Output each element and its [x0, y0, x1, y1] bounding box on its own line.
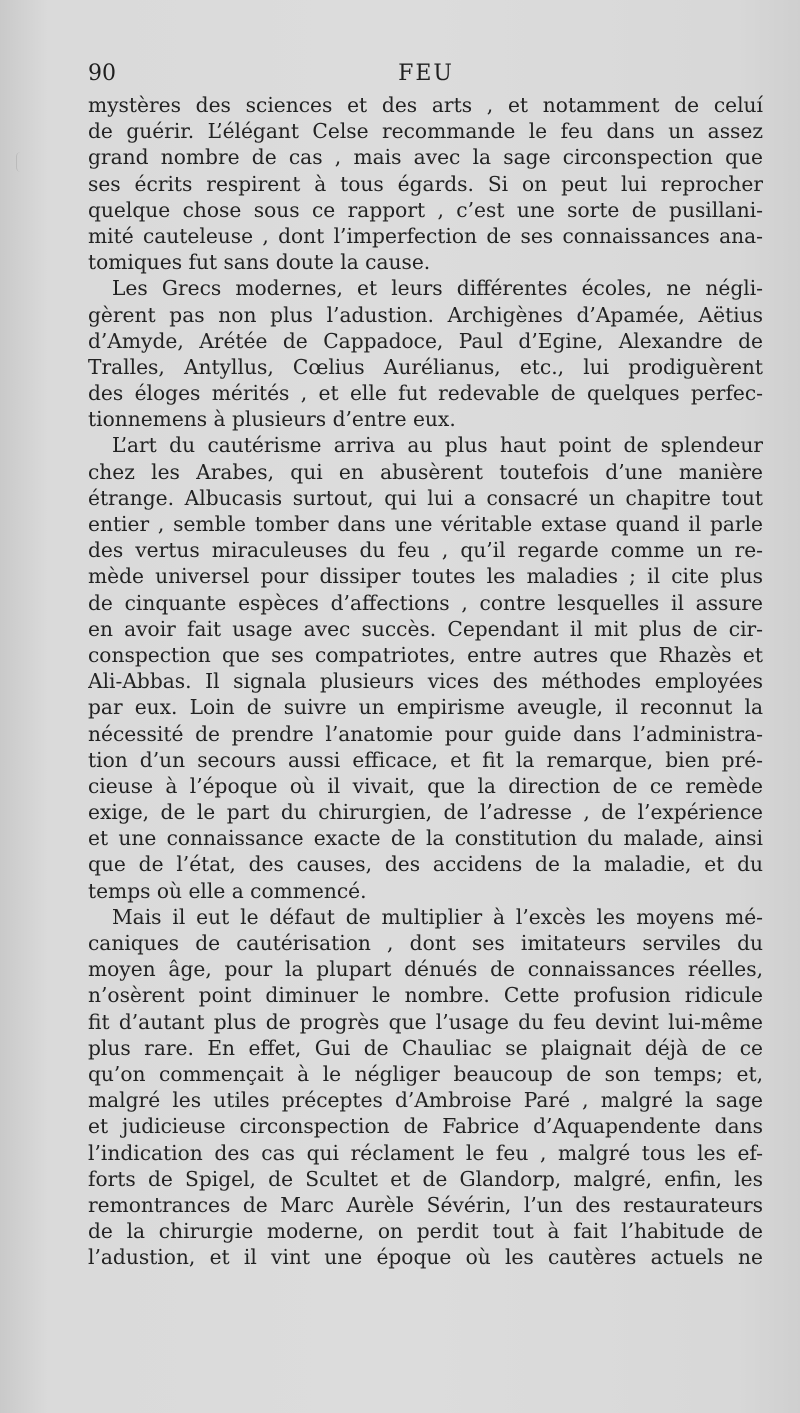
text-line-32: Mais il eut le défaut de multiplier à l’excès les moyens mé-: [112, 904, 763, 929]
text-line-11: Tralles, Antyllus, Cœlius Aurélianus, etc., lui prodiguèrent: [88, 354, 763, 379]
page-edge-mark: [16, 152, 25, 172]
text-line-9: gèrent pas non plus l’adustion. Archigènes d’Apamée, Aëtius: [88, 302, 763, 327]
text-line-12: des éloges mérités , et elle fut redevable de quelques perfec-: [88, 381, 763, 406]
text-line-21: en avoir fait usage avec succès. Cependant il mit plus de cir-: [88, 616, 763, 641]
text-line-23: Ali-Abbas. Il signala plusieurs vices des méthodes employées: [88, 669, 763, 694]
text-line-42: forts de Spigel, de Scultet et de Glandorp, malgré, enfin, les: [88, 1166, 763, 1191]
text-line-3: grand nombre de cas , mais avec la sage circonspection que: [88, 145, 763, 170]
text-line-31: temps où elle a commencé.: [88, 878, 367, 903]
page-header: [88, 54, 764, 94]
text-line-36: fit d’autant plus de progrès que l’usage du feu devint lui-même: [88, 1009, 763, 1034]
page-text: [88, 92, 763, 1270]
text-line-44: de la chirurgie moderne, on perdit tout à fait l’habitude de: [88, 1219, 763, 1244]
text-line-16: étrange. Albucasis surtout, qui lui a consacré un chapitre tout: [88, 485, 763, 510]
text-line-2: de guérir. L’élégant Celse recommande le feu dans un assez: [88, 119, 763, 144]
text-line-38: qu’on commençait à le négliger beaucoup de son temps; et,: [88, 1061, 763, 1086]
text-line-14: L’art du cautérisme arriva au plus haut point de splendeur: [112, 433, 763, 458]
text-line-24: par eux. Loin de suivre un empirisme aveugle, il reconnut la: [88, 695, 763, 720]
text-line-33: caniques de cautérisation , dont ses imitateurs serviles du: [88, 931, 763, 955]
text-line-8: Les Grecs modernes, et leurs différentes écoles, ne négli-: [112, 276, 763, 301]
text-line-18: des vertus miraculeuses du feu , qu’il regarde comme un re-: [88, 538, 763, 563]
text-line-35: n’osèrent point diminuer le nombre. Cette profusion ridicule: [88, 983, 763, 1008]
text-line-6: mité cauteleuse , dont l’imperfection de ses connaissances ana-: [88, 223, 763, 248]
text-line-29: et une connaissance exacte de la constitution du malade, ainsi: [88, 826, 763, 851]
text-line-30: que de l’état, des causes, des accidens de la maladie, et du: [88, 852, 763, 877]
text-line-13: tionnemens à plusieurs d’entre eux.: [88, 407, 456, 432]
page-number: 90: [88, 61, 116, 86]
text-line-41: l’indication des cas qui réclament le feu , malgré tous les ef-: [88, 1140, 763, 1165]
text-line-4: ses écrits respirent à tous égards. Si on peut lui reprocher: [88, 171, 763, 196]
text-line-20: de cinquante espèces d’affections , contre lesquelles il assure: [88, 590, 763, 615]
text-line-5: quelque chose sous ce rapport , c’est une sorte de pusillani-: [88, 197, 763, 222]
text-line-43: remontrances de Marc Aurèle Sévérin, l’un des restaurateurs: [88, 1192, 763, 1217]
text-line-7: tomiques fut sans doute la cause.: [88, 250, 431, 275]
text-line-27: cieuse à l’époque où il vivait, que la direction de ce remède: [88, 773, 763, 798]
text-line-34: moyen âge, pour la plupart dénués de connaissances réelles,: [88, 957, 763, 982]
text-line-22: conspection que ses compatriotes, entre autres que Rhazès et: [88, 642, 763, 667]
text-line-26: tion d’un secours aussi efficace, et fit la remarque, bien pré-: [88, 747, 763, 772]
text-line-40: et judicieuse circonspection de Fabrice d’Aquapendente dans: [88, 1114, 763, 1139]
text-line-28: exige, de le part du chirurgien, de l’adresse , de l’expérience: [88, 800, 763, 825]
text-line-39: malgré les utiles préceptes d’Ambroise Paré , malgré la sage: [88, 1088, 763, 1113]
running-head: FEU: [398, 61, 454, 86]
text-line-45: l’adustion, et il vint une époque où les cautères actuels ne: [88, 1245, 763, 1270]
text-line-25: nécessité de prendre l’anatomie pour guide dans l’administra-: [88, 721, 763, 746]
text-line-1: mystères des sciences et des arts , et notamment de celuí: [88, 93, 763, 117]
text-line-37: plus rare. En effet, Gui de Chauliac se plaignait déjà de ce: [88, 1035, 763, 1060]
text-line-10: d’Amyde, Arétée de Cappadoce, Paul d’Egine, Alexandre de: [88, 328, 763, 353]
text-line-17: entier , semble tomber dans une véritable extase quand il parle: [88, 512, 763, 536]
text-line-15: chez les Arabes, qui en abusèrent toutefois d’une manière: [88, 459, 763, 484]
text-line-19: mède universel pour dissiper toutes les maladies ; il cite plus: [88, 564, 763, 589]
